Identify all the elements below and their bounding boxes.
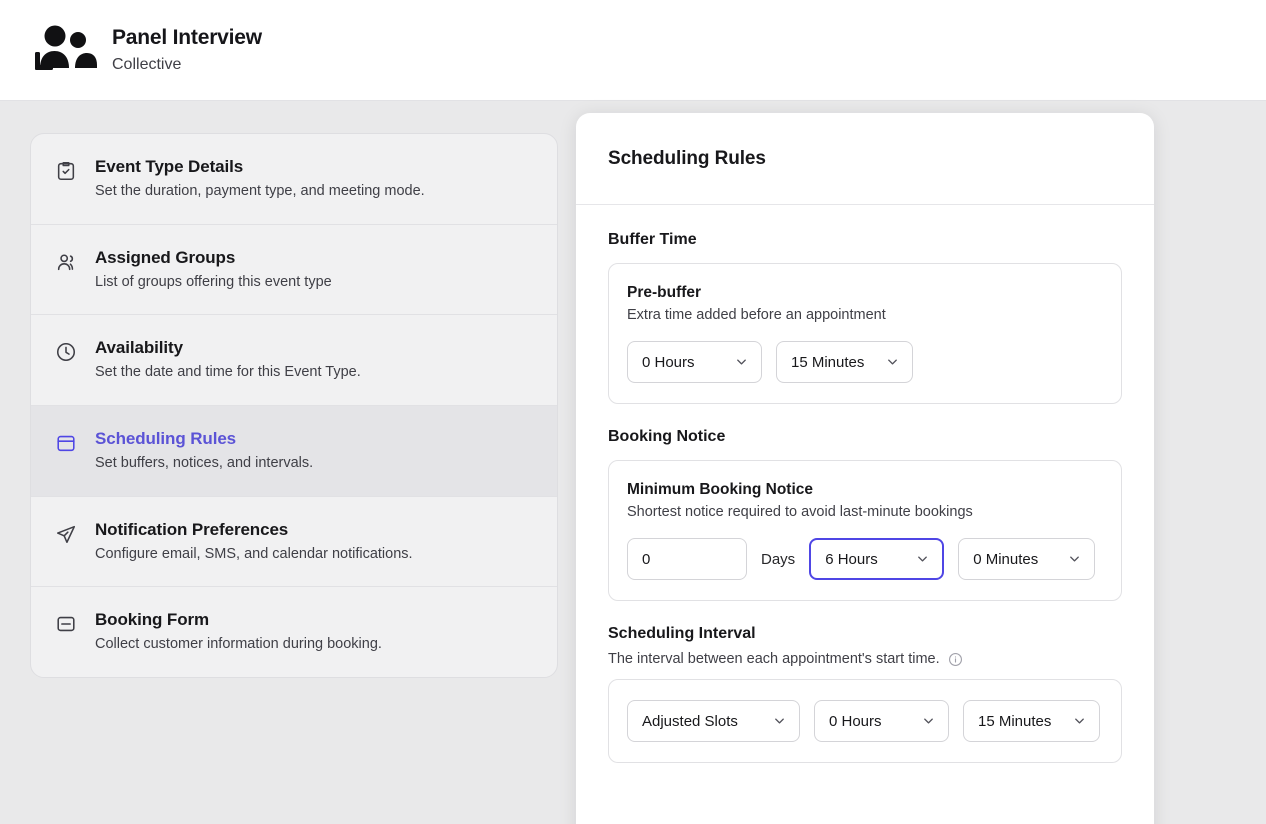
scheduling-interval-card [608,679,1122,763]
pre-buffer-hours-value: 0 Hours [642,353,695,371]
sidebar-item-desc: Set buffers, notices, and intervals. [95,455,314,472]
page-title: Panel Interview [112,26,262,50]
scheduling-interval-hours-select[interactable] [814,700,949,742]
form-icon [53,611,79,637]
booking-notice-minutes-select[interactable] [958,538,1095,580]
scheduling-interval-hours-value: 0 Hours [829,712,882,730]
booking-notice-hours-value: 6 Hours [825,550,878,568]
scheduling-interval-desc: The interval between each appointment's start time. [608,651,940,667]
chevron-down-icon [885,355,900,370]
sidebar-item-desc: Configure email, SMS, and calendar notifications. [95,545,413,562]
sidebar-item-text [95,247,332,293]
sidebar-item-scheduling-rules[interactable] [31,406,557,497]
sidebar-item-desc: Set the duration, payment type, and meeting mode. [95,183,425,200]
booking-notice-days-input[interactable] [627,538,747,580]
scheduling-interval-slots-value: Adjusted Slots [642,712,738,730]
settings-sidebar [30,133,558,678]
pre-buffer-desc: Extra time added before an appointment [627,307,886,323]
sidebar-item-assigned-groups[interactable] [31,225,557,316]
calendar-icon [53,430,79,456]
users-icon [53,249,79,275]
minimum-booking-notice-desc: Shortest notice required to avoid last-minute bookings [627,504,973,520]
pre-buffer-hours-select[interactable] [627,341,762,383]
scheduling-interval-minutes-select[interactable] [963,700,1100,742]
sidebar-item-title: Booking Form [95,610,210,630]
sidebar-item-text [95,609,382,655]
sidebar-item-text [95,156,425,202]
sidebar-item-text [95,519,413,565]
booking-notice-minutes-value: 0 Minutes [973,550,1039,568]
clipboard-check-icon [53,158,79,184]
sidebar-item-title: Availability [95,338,183,358]
chevron-down-icon [772,714,787,729]
scheduling-interval-controls [627,700,1103,742]
panel-body [576,205,1154,824]
app-header [0,0,1266,101]
pre-buffer-card [608,263,1122,404]
sidebar-item-booking-form[interactable] [31,587,557,677]
sidebar-item-desc: Set the date and time for this Event Type. [95,364,361,381]
sidebar-item-event-type-details[interactable] [31,134,557,225]
chevron-down-icon [734,355,749,370]
pre-buffer-controls [627,341,1103,383]
page-subtitle: Collective [112,55,182,73]
paper-plane-icon [53,521,79,547]
sidebar-item-availability[interactable] [31,315,557,406]
panel-title: Scheduling Rules [608,147,766,169]
pre-buffer-minutes-value: 15 Minutes [791,353,865,371]
page-body [0,101,1266,824]
scheduling-interval-section-title: Scheduling Interval [608,625,756,642]
minimum-booking-notice-card [608,460,1122,601]
group-people-icon [28,21,100,79]
buffer-time-section-title: Buffer Time [608,231,697,248]
minimum-booking-notice-title: Minimum Booking Notice [627,481,813,498]
sidebar-item-title: Scheduling Rules [95,428,237,448]
sidebar-item-text [95,337,361,383]
chevron-down-icon [1067,552,1082,567]
booking-notice-section-title: Booking Notice [608,428,726,445]
clock-icon [53,339,79,365]
scheduling-interval-desc-row [608,651,1122,667]
chevron-down-icon [915,552,930,567]
header-text-group [112,25,262,74]
sidebar-item-title: Event Type Details [95,157,244,176]
sidebar-item-title: Notification Preferences [95,519,289,539]
pre-buffer-title: Pre-buffer [627,284,702,301]
sidebar-item-title: Assigned Groups [95,247,236,267]
scheduling-interval-slots-select[interactable] [627,700,800,742]
booking-notice-hours-select[interactable] [809,538,944,580]
sidebar-item-desc: List of groups offering this event type [95,273,332,290]
pre-buffer-minutes-select[interactable] [776,341,913,383]
scheduling-rules-panel [576,113,1154,824]
info-icon[interactable] [948,652,963,667]
chevron-down-icon [1072,714,1087,729]
chevron-down-icon [921,714,936,729]
minimum-booking-notice-controls [627,538,1103,580]
panel-header [576,113,1154,205]
booking-notice-days-label: Days [761,550,796,568]
sidebar-item-text [95,428,313,474]
sidebar-item-notification-preferences[interactable] [31,497,557,588]
sidebar-item-desc: Collect customer information during booking. [95,636,382,653]
scheduling-interval-minutes-value: 15 Minutes [978,712,1052,730]
